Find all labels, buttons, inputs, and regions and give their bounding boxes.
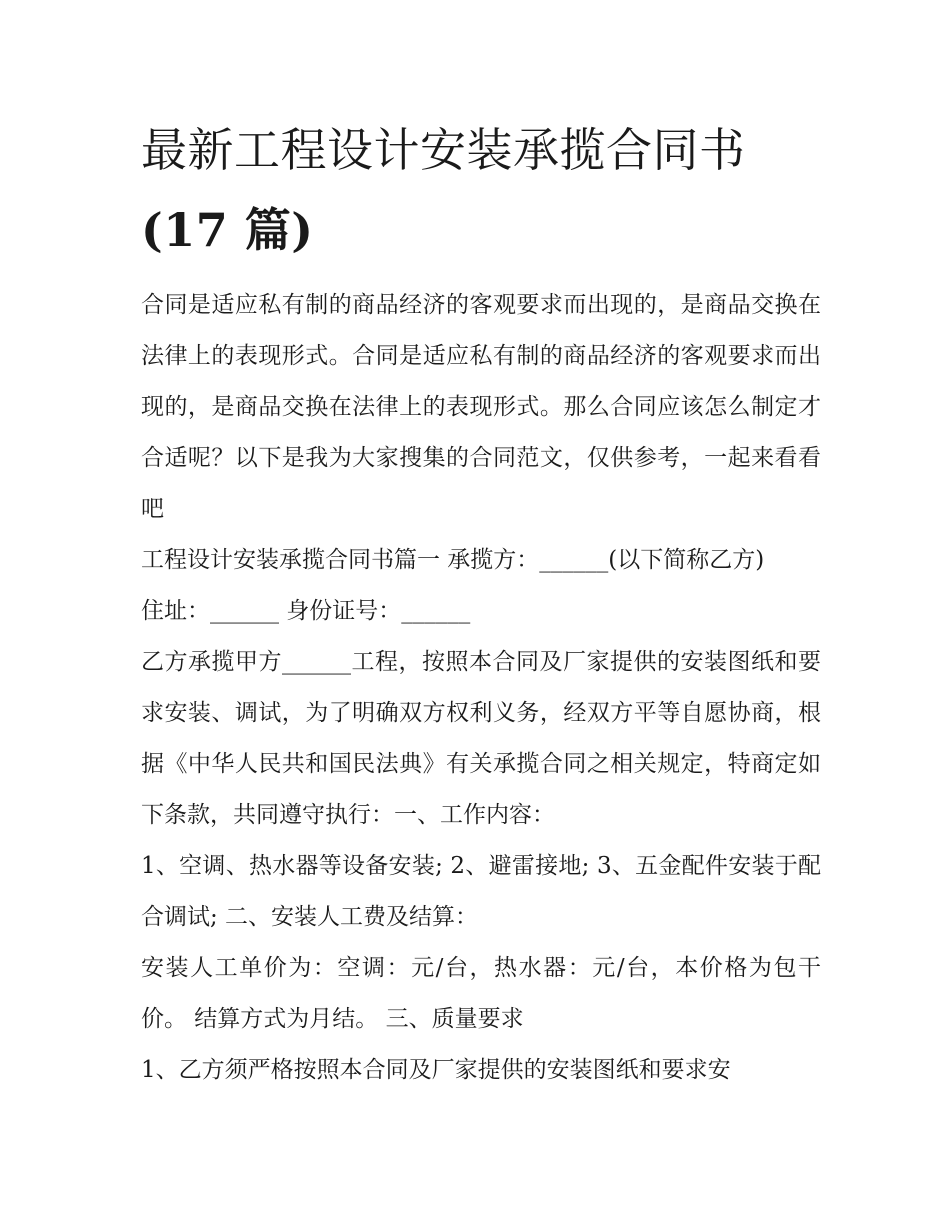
paragraph-address: 住址：______ 身份证号：______	[141, 598, 471, 624]
paragraph-quality: 1、乙方须严格按照本合同及厂家提供的安装图纸和要求安	[141, 1057, 731, 1083]
paragraph-intro: 合同是适应私有制的商品经济的客观要求而出现的，是商品交换在法律上的表现形式。合同是适应私有制的商品经济的客观要求而出现的，是商品交换在法律上的表现形式。那么合同应该怎么制定才合适呢？以下是我为大家搜集的合同范文，仅供参考，一起来看看吧	[141, 292, 821, 522]
paragraph-work-items: 1、空调、热水器等设备安装; 2、避雷接地; 3、五金配件安装于配合调试; 二、安装人工费及结算：	[141, 853, 821, 930]
paragraph-pricing: 安装人工单价为：空调：元/台，热水器：元/台，本价格为包干价。 结算方式为月结。 三、质量要求	[141, 955, 821, 1032]
title-line-main: 最新工程设计安装承揽合同书	[141, 123, 746, 177]
title-line-count: (17 篇)	[141, 203, 314, 257]
document-title	[141, 110, 821, 270]
paragraph-agreement: 乙方承揽甲方______工程，按照本合同及厂家提供的安装图纸和要求安装、调试，为了明确双方权利义务，经双方平等自愿协商，根据《中华人民共和国民法典》有关承揽合同之相关规定，特商定如下条款，共同遵守执行：一、工作内容：	[141, 649, 821, 828]
document-body	[141, 110, 821, 1096]
paragraph-contractor: 工程设计安装承揽合同书篇一 承揽方：______(以下简称乙方)	[141, 547, 765, 573]
